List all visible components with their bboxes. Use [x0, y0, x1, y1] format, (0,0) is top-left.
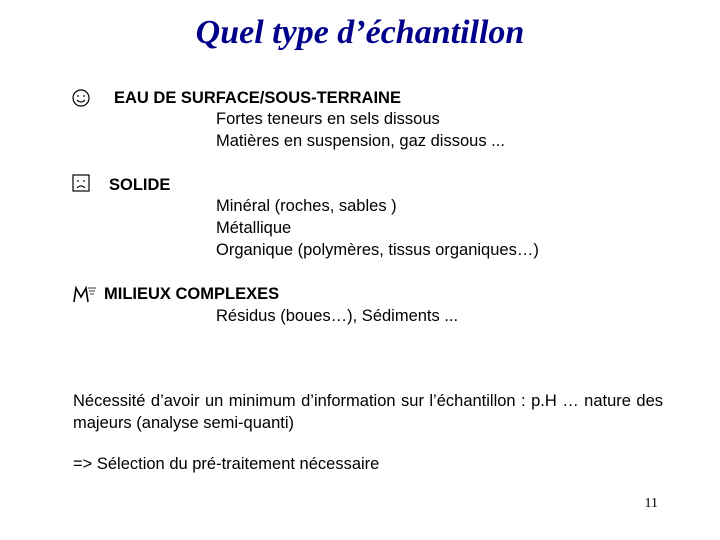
section-item: Fortes teneurs en sels dissous: [216, 110, 440, 128]
slide-title: Quel type d’échantillon: [195, 14, 525, 51]
information-paragraph: Nécessité d’avoir un minimum d’information sur l’échantillon : p.H … nature des majeurs (analyse semi-quanti): [73, 392, 663, 432]
section-item: Minéral (roches, sables ): [216, 197, 397, 215]
section-item: Organique (polymères, tissus organiques…): [216, 241, 539, 259]
page-number: 11: [644, 496, 658, 511]
section-heading-solid: SOLIDE: [109, 176, 171, 194]
section-item: Matières en suspension, gaz dissous ...: [216, 132, 505, 150]
section-item: Résidus (boues…), Sédiments ...: [216, 307, 459, 325]
smiley-icon: [70, 87, 92, 109]
frown-icon: [70, 172, 92, 194]
conclusion-line: => Sélection du pré-traitement nécessaire: [73, 455, 380, 473]
section-item: Métallique: [216, 219, 292, 237]
section-heading-surface-water: EAU DE SURFACE/SOUS-TERRAINE: [114, 89, 401, 107]
section-heading-complex-media: MILIEUX COMPLEXES: [104, 285, 280, 303]
mail-icon: [72, 283, 98, 305]
